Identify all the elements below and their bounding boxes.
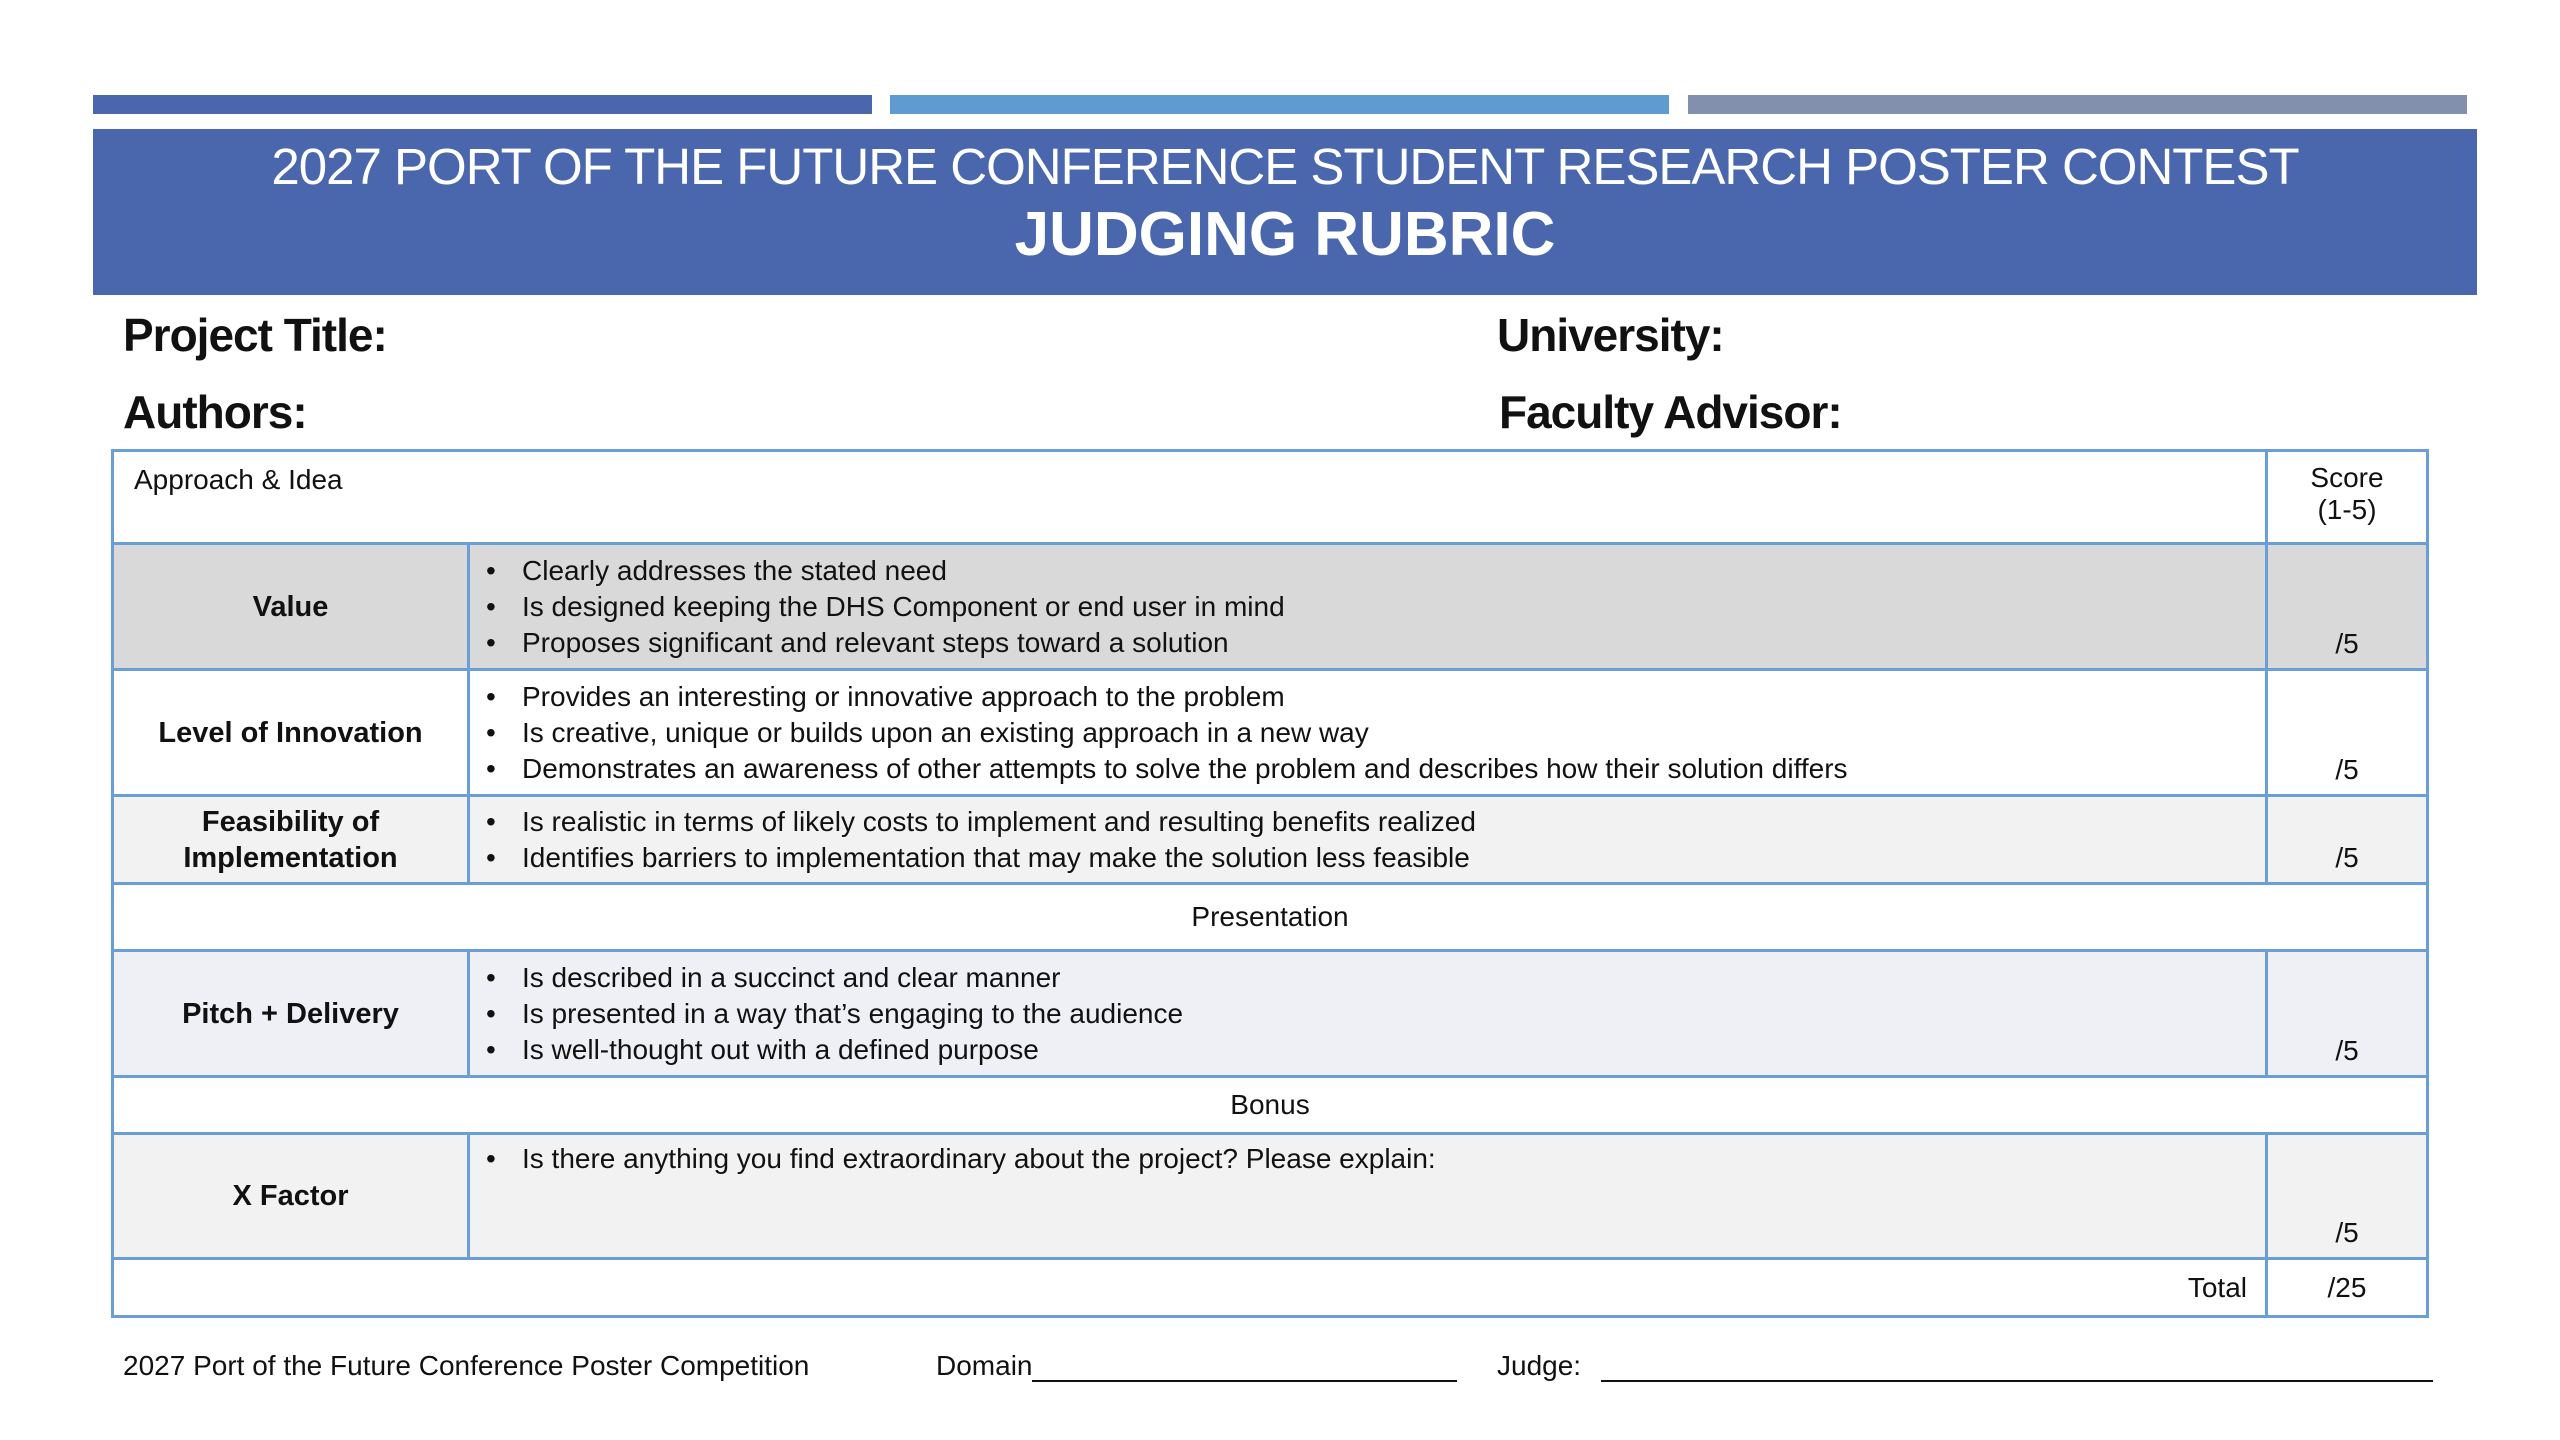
bullet: • Is there anything you find extraordinary about the project? Please explain: xyxy=(522,1141,2265,1177)
criterion-label: Pitch + Delivery xyxy=(113,951,469,1077)
criterion-label-line-2: Implementation xyxy=(183,841,398,874)
score-header-range: (1-5) xyxy=(2317,494,2377,525)
table-row-pitch xyxy=(113,951,2428,1077)
bullet: • Is described in a succinct and clear manner xyxy=(522,960,2265,996)
table-row-value xyxy=(113,544,2428,670)
table-row-feasibility xyxy=(113,796,2428,884)
authors-label: Authors: xyxy=(123,386,307,438)
section-approach-idea: Approach & Idea xyxy=(113,451,2267,544)
score-cell[interactable]: /5 xyxy=(2267,951,2428,1077)
rubric-table xyxy=(111,449,2429,1318)
domain-input-line[interactable] xyxy=(1032,1350,1457,1382)
score-header xyxy=(2267,451,2428,544)
decor-bar-2 xyxy=(890,95,1669,114)
decor-bar-3 xyxy=(1688,95,2467,114)
criterion-bullets xyxy=(469,1134,2267,1259)
bullet: • Provides an interesting or innovative approach to the problem xyxy=(522,679,2265,715)
domain-field xyxy=(936,1350,1457,1382)
section-presentation-row xyxy=(113,884,2428,951)
total-score[interactable]: /25 xyxy=(2267,1259,2428,1317)
domain-label: Domain xyxy=(936,1350,1033,1381)
bullet: • Identifies barriers to implementation that may make the solution less feasible xyxy=(522,840,2265,876)
judge-label: Judge: xyxy=(1497,1350,1582,1381)
section-bonus-row xyxy=(113,1077,2428,1134)
score-cell[interactable]: /5 xyxy=(2267,670,2428,796)
bullet: • Is realistic in terms of likely costs to implement and resulting benefits realized xyxy=(522,804,2265,840)
faculty-advisor-label: Faculty Advisor: xyxy=(1499,386,1842,438)
university-label: University: xyxy=(1497,309,1724,361)
criterion-label: Level of Innovation xyxy=(113,670,469,796)
section-presentation: Presentation xyxy=(113,884,2428,951)
score-cell[interactable]: /5 xyxy=(2267,796,2428,884)
table-row-innovation xyxy=(113,670,2428,796)
score-cell[interactable]: /5 xyxy=(2267,544,2428,670)
bullet: • Is creative, unique or builds upon an existing approach in a new way xyxy=(522,715,2265,751)
bullet: • Demonstrates an awareness of other attempts to solve the problem and describes how their solution differs xyxy=(522,751,2265,787)
competition-footer: 2027 Port of the Future Conference Poster Competition xyxy=(123,1350,810,1381)
criterion-label xyxy=(113,796,469,884)
criterion-bullets xyxy=(469,670,2267,796)
bullet: • Is well-thought out with a defined purpose xyxy=(522,1032,2265,1068)
contest-subtitle: 2027 PORT OF THE FUTURE CONFERENCE STUDENT RESEARCH POSTER CONTEST xyxy=(271,138,2299,195)
bullet: • Proposes significant and relevant steps toward a solution xyxy=(522,625,2265,661)
score-cell[interactable]: /5 xyxy=(2267,1134,2428,1259)
judge-field xyxy=(1497,1350,2433,1382)
total-row xyxy=(113,1259,2428,1317)
section-header-row xyxy=(113,451,2428,544)
criterion-bullets xyxy=(469,951,2267,1077)
judge-input-line[interactable] xyxy=(1601,1350,2433,1382)
score-header-label: Score xyxy=(2310,462,2384,493)
section-bonus: Bonus xyxy=(113,1077,2428,1134)
page-title: JUDGING RUBRIC xyxy=(1014,200,1556,269)
bullet: • Is presented in a way that’s engaging to the audience xyxy=(522,996,2265,1032)
criterion-label: Value xyxy=(113,544,469,670)
criterion-label: X Factor xyxy=(113,1134,469,1259)
bullet: • Clearly addresses the stated need xyxy=(522,553,2265,589)
title-banner xyxy=(93,129,2477,295)
bullet: • Is designed keeping the DHS Component or end user in mind xyxy=(522,589,2265,625)
table-row-xfactor xyxy=(113,1134,2428,1259)
criterion-label-line-1: Feasibility of xyxy=(201,805,380,838)
project-title-label: Project Title: xyxy=(123,309,387,361)
criterion-bullets xyxy=(469,796,2267,884)
decor-bar-1 xyxy=(93,95,872,114)
total-label: Total xyxy=(113,1259,2267,1317)
criterion-bullets xyxy=(469,544,2267,670)
